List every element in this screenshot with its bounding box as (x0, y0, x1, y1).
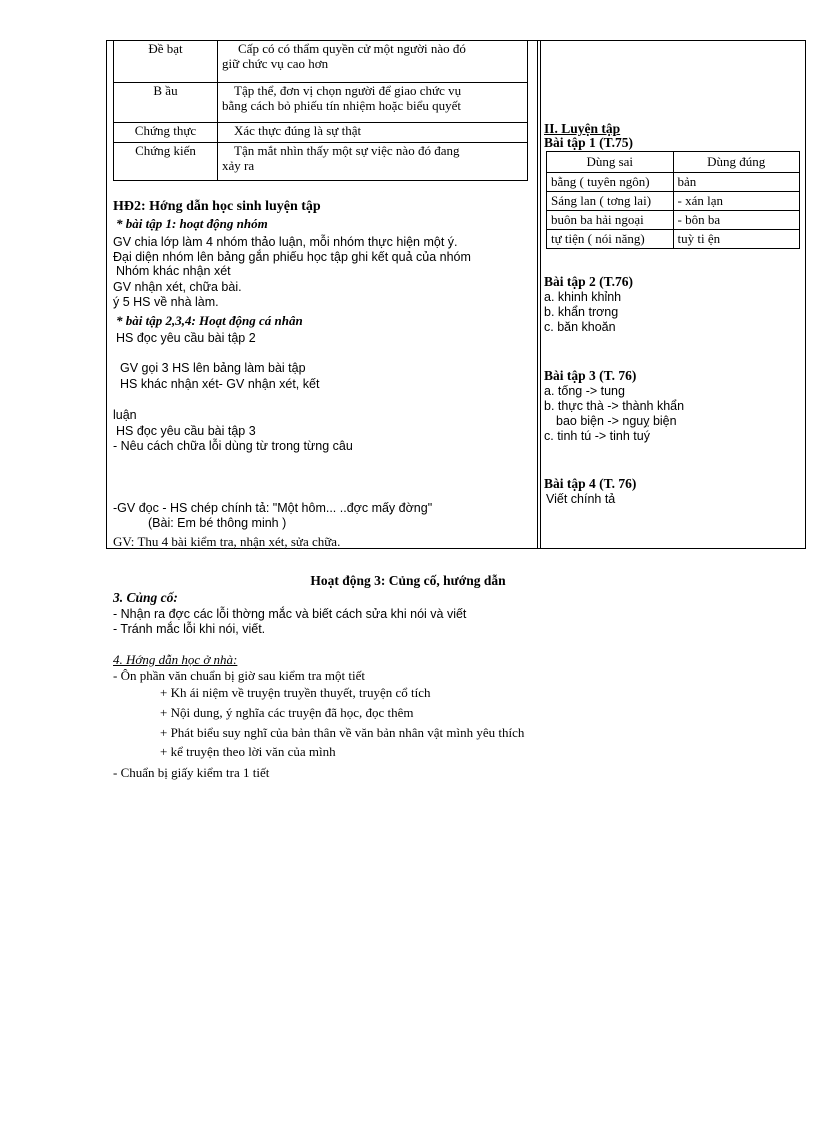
column-header: Dùng sai (547, 152, 674, 173)
definition-line: bằng cách bỏ phiếu tín nhiệm hoặc biểu quyết (222, 98, 461, 113)
section-title: II. Luyện tập (544, 121, 621, 136)
table-cell: tuỳ ti ện (673, 230, 800, 249)
text-line: Đại diện nhóm lên bảng gắn phiếu học tập ghi kết quả của nhóm (113, 250, 471, 264)
definition-line: Cấp có có thẩm quyền cử một người nào đó (238, 41, 466, 56)
exercise-234-title: * bài tập 2,3,4: Hoạt động cá nhân (116, 313, 303, 328)
answer-line: Viết chính tả (546, 492, 616, 506)
definition-line: Tận mắt nhìn thấy một sự việc nào đó đang (234, 143, 460, 158)
term-cell: Chứng kiến (114, 143, 218, 181)
definition-table (113, 40, 528, 181)
text-line: HS đọc yêu cầu bài tập 3 (116, 424, 256, 438)
text-line: HS đọc yêu cầu bài tập 2 (116, 331, 256, 345)
text-line: ý 5 HS về nhà làm. (113, 295, 219, 309)
column-header: Dùng đúng (673, 152, 800, 173)
answer-line: b. khẩn trơng (544, 305, 619, 319)
term-cell: B ầu (114, 83, 218, 123)
text-line: GV nhận xét, chữa bài. (113, 280, 242, 294)
text-line: (Bài: Em bé thông minh ) (148, 516, 287, 530)
text-line: HS khác nhận xét- GV nhận xét, kết (120, 377, 320, 391)
text-line: - Ôn phần văn chuẩn bị giờ sau kiểm tra một tiết (113, 668, 366, 683)
exercise-1-title: * bài tập 1: hoạt động nhóm (116, 216, 268, 231)
definition-line: Tập thể, đơn vị chọn người để giao chức vụ (234, 83, 462, 98)
table-row (114, 41, 528, 83)
definition-line: giữ chức vụ cao hơn (222, 56, 329, 71)
text-line: - Tránh mắc lỗi khi nói, viết. (113, 622, 266, 636)
text-line: GV gọi 3 HS lên bảng làm bài tập (120, 361, 306, 375)
exercise-3-heading: Bài tập 3 (T. 76) (544, 368, 637, 383)
table-cell: - xán lạn (673, 192, 800, 211)
text-line: + Nội dung, ý nghĩa các truyện đã học, đọc thêm (160, 705, 414, 720)
text-line: Nhóm khác nhận xét (116, 264, 231, 278)
column-divider (537, 40, 538, 549)
table-row (547, 192, 800, 211)
word-usage-table (546, 151, 800, 249)
table-cell: buôn ba hải ngoại (547, 211, 674, 230)
table-row (547, 211, 800, 230)
definition-line: xảy ra (222, 158, 255, 173)
text-line: - Nêu cách chữa lỗi dùng từ trong từng câu (113, 439, 353, 453)
table-row (114, 83, 528, 123)
text-line: - Chuẩn bị giấy kiểm tra 1 tiết (113, 765, 270, 780)
exercise-1-heading: Bài tập 1 (T.75) (544, 135, 634, 150)
text-line: GV chia lớp làm 4 nhóm thảo luận, mỗi nhóm thực hiện một ý. (113, 235, 458, 249)
definition-cell (218, 83, 528, 123)
answer-line: c. tinh tú -> tinh tuý (544, 429, 650, 443)
table-row (547, 173, 800, 192)
text-line: -GV đọc - HS chép chính tả: "Một hôm... ..đợc mấy đờng" (113, 501, 433, 515)
definition-line: Xác thực đúng là sự thật (234, 123, 362, 138)
text-line: luận (113, 408, 137, 422)
definition-cell (218, 123, 528, 143)
exercise-4-heading: Bài tập 4 (T. 76) (544, 476, 637, 491)
answer-line: b. thực thà -> thành khẩn (544, 399, 685, 413)
table-row (547, 230, 800, 249)
text-line: GV: Thu 4 bài kiểm tra, nhận xét, sửa chữa. (113, 534, 341, 549)
table-cell: Sáng lan ( tơng lai) (547, 192, 674, 211)
answer-line: a. tống -> tung (544, 384, 625, 398)
definition-cell (218, 143, 528, 181)
table-cell: tự tiện ( nói năng) (547, 230, 674, 249)
answer-line: bao biện -> nguỵ biện (556, 414, 677, 428)
text-line: + Phát biểu suy nghĩ của bản thân về văn bản nhân vật mình yêu thích (160, 725, 525, 740)
column-divider (540, 40, 541, 549)
term-cell: Chứng thực (114, 123, 218, 143)
table-row (114, 143, 528, 181)
answer-line: a. khinh khỉnh (544, 290, 622, 304)
activity-3-title: Hoạt động 3: Củng cố, hướng dẫn (310, 573, 506, 588)
answer-line: c. băn khoăn (544, 320, 616, 334)
table-cell: bằng ( tuyên ngôn) (547, 173, 674, 192)
definition-cell (218, 41, 528, 83)
section-heading: 3. Củng cố: (113, 590, 178, 605)
term-cell: Đề bạt (114, 41, 218, 83)
text-line: + kể truyện theo lời văn của mình (160, 744, 336, 759)
text-line: + Kh ái niệm về truyện truyền thuyết, truyện cổ tích (160, 685, 431, 700)
text-line: - Nhận ra đợc các lỗi thờng mắc và biết cách sửa khi nói và viết (113, 607, 467, 621)
table-row (114, 123, 528, 143)
exercise-2-heading: Bài tập 2 (T.76) (544, 274, 634, 289)
table-header-row (547, 152, 800, 173)
section-heading: 4. Hớng dẫn học ở nhà: (113, 652, 238, 667)
table-cell: - bôn ba (673, 211, 800, 230)
table-cell: bản (673, 173, 800, 192)
hd2-title: HĐ2: Hớng dẫn học sinh luyện tập (113, 199, 321, 214)
